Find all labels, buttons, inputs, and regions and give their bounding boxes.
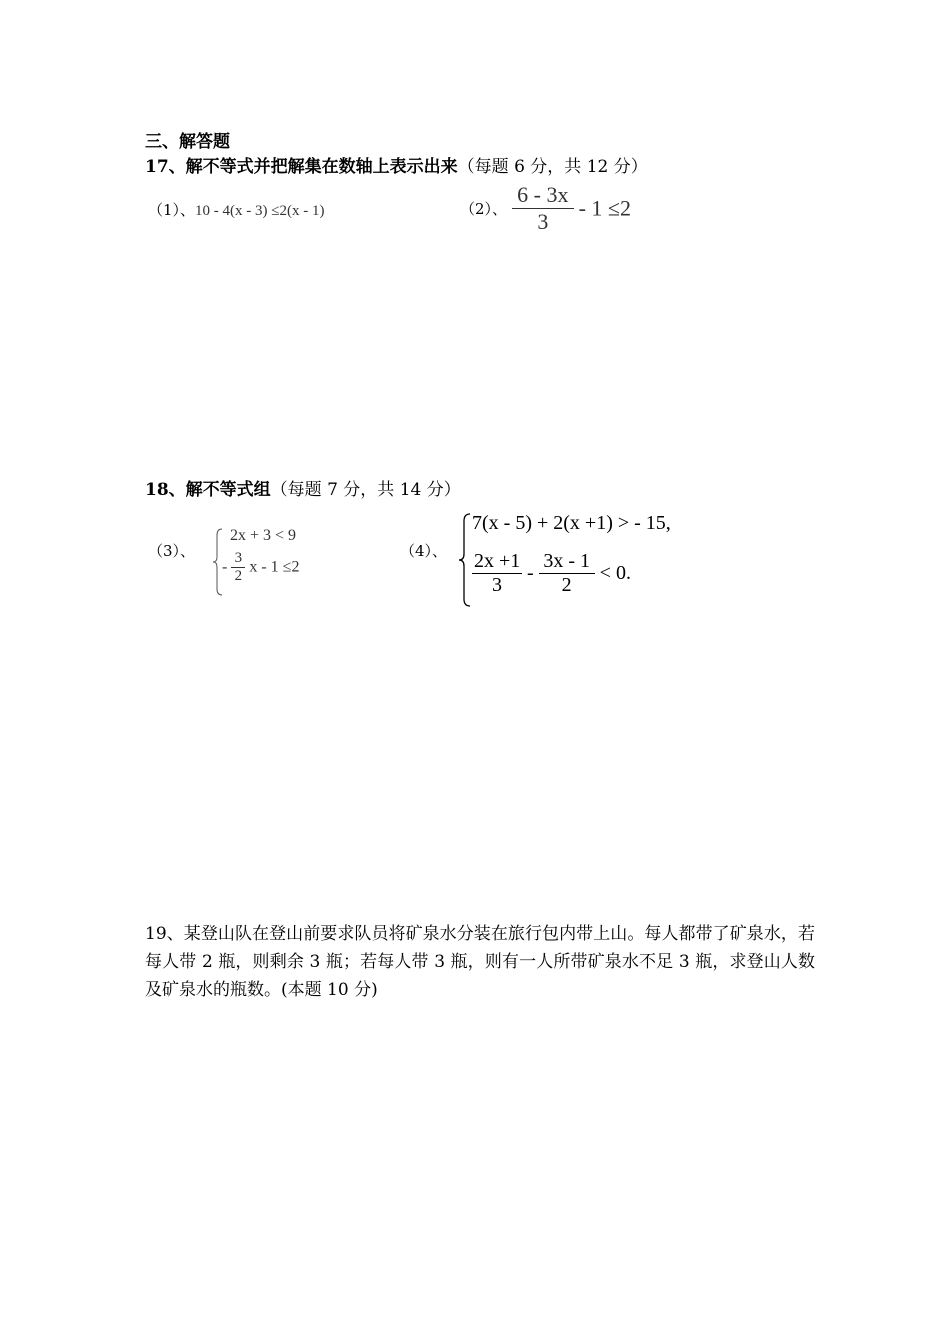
q18-part3-label: （3）、 (148, 542, 196, 560)
q19-paragraph: 19、某登山队在登山前要求队员将矿泉水分装在旅行包内带上山。每人都带了矿泉水，若每人带 2 瓶，则剩余 3 瓶；若每人带 3 瓶，则有一人所带矿泉水不足 3 瓶，求登山人数及矿泉水的瓶数。(本题 10 分) (145, 924, 815, 1000)
q18-heading (145, 475, 461, 500)
q18-part4-fraction-a (472, 550, 522, 597)
q17-part2-label: （2）、 (460, 200, 508, 218)
q17-part2-fraction (512, 182, 574, 235)
q17-heading (145, 152, 648, 177)
q17-part2-numerator: 6 - 3x (512, 182, 574, 209)
q18-part4-line1: 7(x - 5) + 2(x +1) > - 15, (472, 512, 671, 534)
q17-part2-tail: - 1 ≤2 (578, 195, 632, 221)
q17-part1-expr: 10 - 4(x - 3) ≤2(x - 1) (195, 203, 325, 219)
q18-part4-fraction-a-numerator: 2x +1 (474, 550, 521, 572)
q18-part3-tail: x - 1 ≤2 (249, 558, 300, 576)
q18-part3-line1: 2x + 3 < 9 (230, 527, 297, 544)
q17-note: （每题 6 分，共 12 分） (457, 157, 648, 177)
q18-part3-line2 (222, 550, 299, 585)
q18-title: 18、解不等式组 (145, 480, 271, 500)
q18-part4-minus: - (527, 562, 534, 584)
q18-part4-fraction-b (539, 550, 595, 597)
section-title: 三、解答题 (145, 132, 230, 152)
q17-part1-label: （1）、 (148, 201, 196, 219)
q18-note: （每题 7 分，共 14 分） (270, 480, 461, 500)
q18-part4-brace (458, 512, 472, 608)
q18-part4-fraction-a-denominator: 3 (492, 574, 502, 596)
q18-part4-label: （4）、 (400, 542, 448, 560)
q18-part4-fraction-b-numerator: 3x - 1 (539, 550, 595, 574)
q18-part3-fraction (231, 550, 245, 585)
q17-title: 17、解不等式并把解集在数轴上表示出来 (145, 157, 458, 177)
q18-part4-line2 (472, 550, 631, 597)
q18-part4-tail: < 0. (599, 562, 631, 584)
q18-part4-fraction-b-denominator: 2 (561, 574, 572, 596)
q18-part3-minus: - (222, 558, 228, 576)
q18-part3-denominator: 2 (234, 568, 243, 584)
q17-part2 (460, 182, 631, 235)
q17-part2-denominator: 3 (537, 209, 549, 234)
q17-part1 (148, 199, 325, 220)
q18-part3-numerator: 3 (231, 550, 245, 568)
